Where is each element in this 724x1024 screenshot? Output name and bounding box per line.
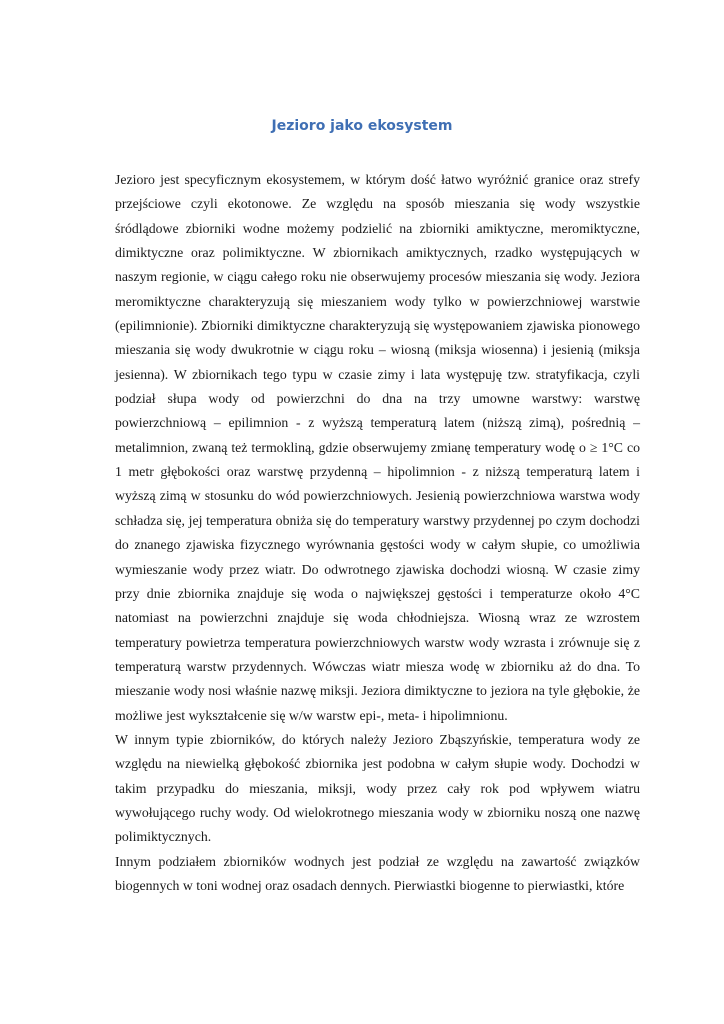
page-title: Jezioro jako ekosystem xyxy=(271,118,453,134)
paragraph-1: Jezioro jest specyficznym ekosystemem, w którym dość łatwo wyróżnić granice oraz strefy przejściowe czyli ekotonowe. Ze względu na sposób mieszania się wody wszystkie śródlądowe zbiorniki wodne możemy podzielić na zbiorniki amiktyczne, meromiktyczne, dimiktyczne oraz polimiktyczne. W zbiornikach amiktycznych, rzadko występujących w naszym regionie, w ciągu całego roku nie obserwujemy procesów mieszania się wody. Jeziora meromiktyczne charakteryzują się mieszaniem wody tylko w powierzchniowej warstwie (epilimnionie). Zbiorniki dimiktyczne charakteryzują się występowaniem zjawiska pionowego mieszania się wody dwukrotnie w ciągu roku – wiosną (miksja wiosenna) i jesienią (miksja jesienna). W zbiornikach tego typu w czasie zimy i lata występuję tzw. stratyfikacja, czyli podział słupa wody od powierzchni do dna na trzy umowne warstwy: warstwę powierzchniową – epilimnion - z wyższą temperaturą latem (niższą zimą), pośrednią – metalimnion, zwaną też termokliną, gdzie obserwujemy zmianę temperatury wodę o ≥ 1°C co 1 metr głębokości oraz warstwę przydenną – hipolimnion - z niższą temperaturą latem i wyższą zimą w stosunku do wód powierzchniowych. Jesienią powierzchniowa warstwa wody schładza się, jej temperatura obniża się do temperatury warstwy przydennej po czym dochodzi do znanego zjawiska fizycznego wyrównania gęstości wody w całym słupie, co umożliwia wymieszanie wody przez wiatr. Do odwrotnego zjawiska dochodzi wiosną. W czasie zimy przy dnie zbiornika znajduje się woda o największej gęstości i temperaturze około 4°C natomiast na powierzchni znajduje się woda chłodniejsza. Wiosną wraz ze wzrostem temperatury powietrza temperatura powierzchniowych warstw wody wzrasta i zrównuje się z temperaturą warstw przydennych. Wówczas wiatr miesza wodę w zbiorniku aż do dna. To mieszanie wody nosi właśnie nazwę miksji. Jeziora dimiktyczne to jeziora na tyle głębokie, że możliwe jest wykształcenie się w/w warstw epi-, meta- i hipolimnionu. xyxy=(115,172,640,723)
body-text xyxy=(115,168,640,898)
paragraph-3: Innym podziałem zbiorników wodnych jest podział ze względu na zawartość związków biogennych w toni wodnej oraz osadach dennych. Pierwiastki biogenne to pierwiastki, które xyxy=(115,853,640,893)
paragraph-2: W innym typie zbiorników, do których należy Jezioro Zbąszyńskie, temperatura wody ze względu na niewielką głębokość zbiornika jest podobna w całym słupie wody. Dochodzi w takim przypadku do mieszania, miksji, wody przez cały rok pod wpływem wiatru wywołującego ruchy wody. Od wielokrotnego mieszania wody w zbiorniku noszą one nazwę polimiktycznych. xyxy=(115,731,640,845)
